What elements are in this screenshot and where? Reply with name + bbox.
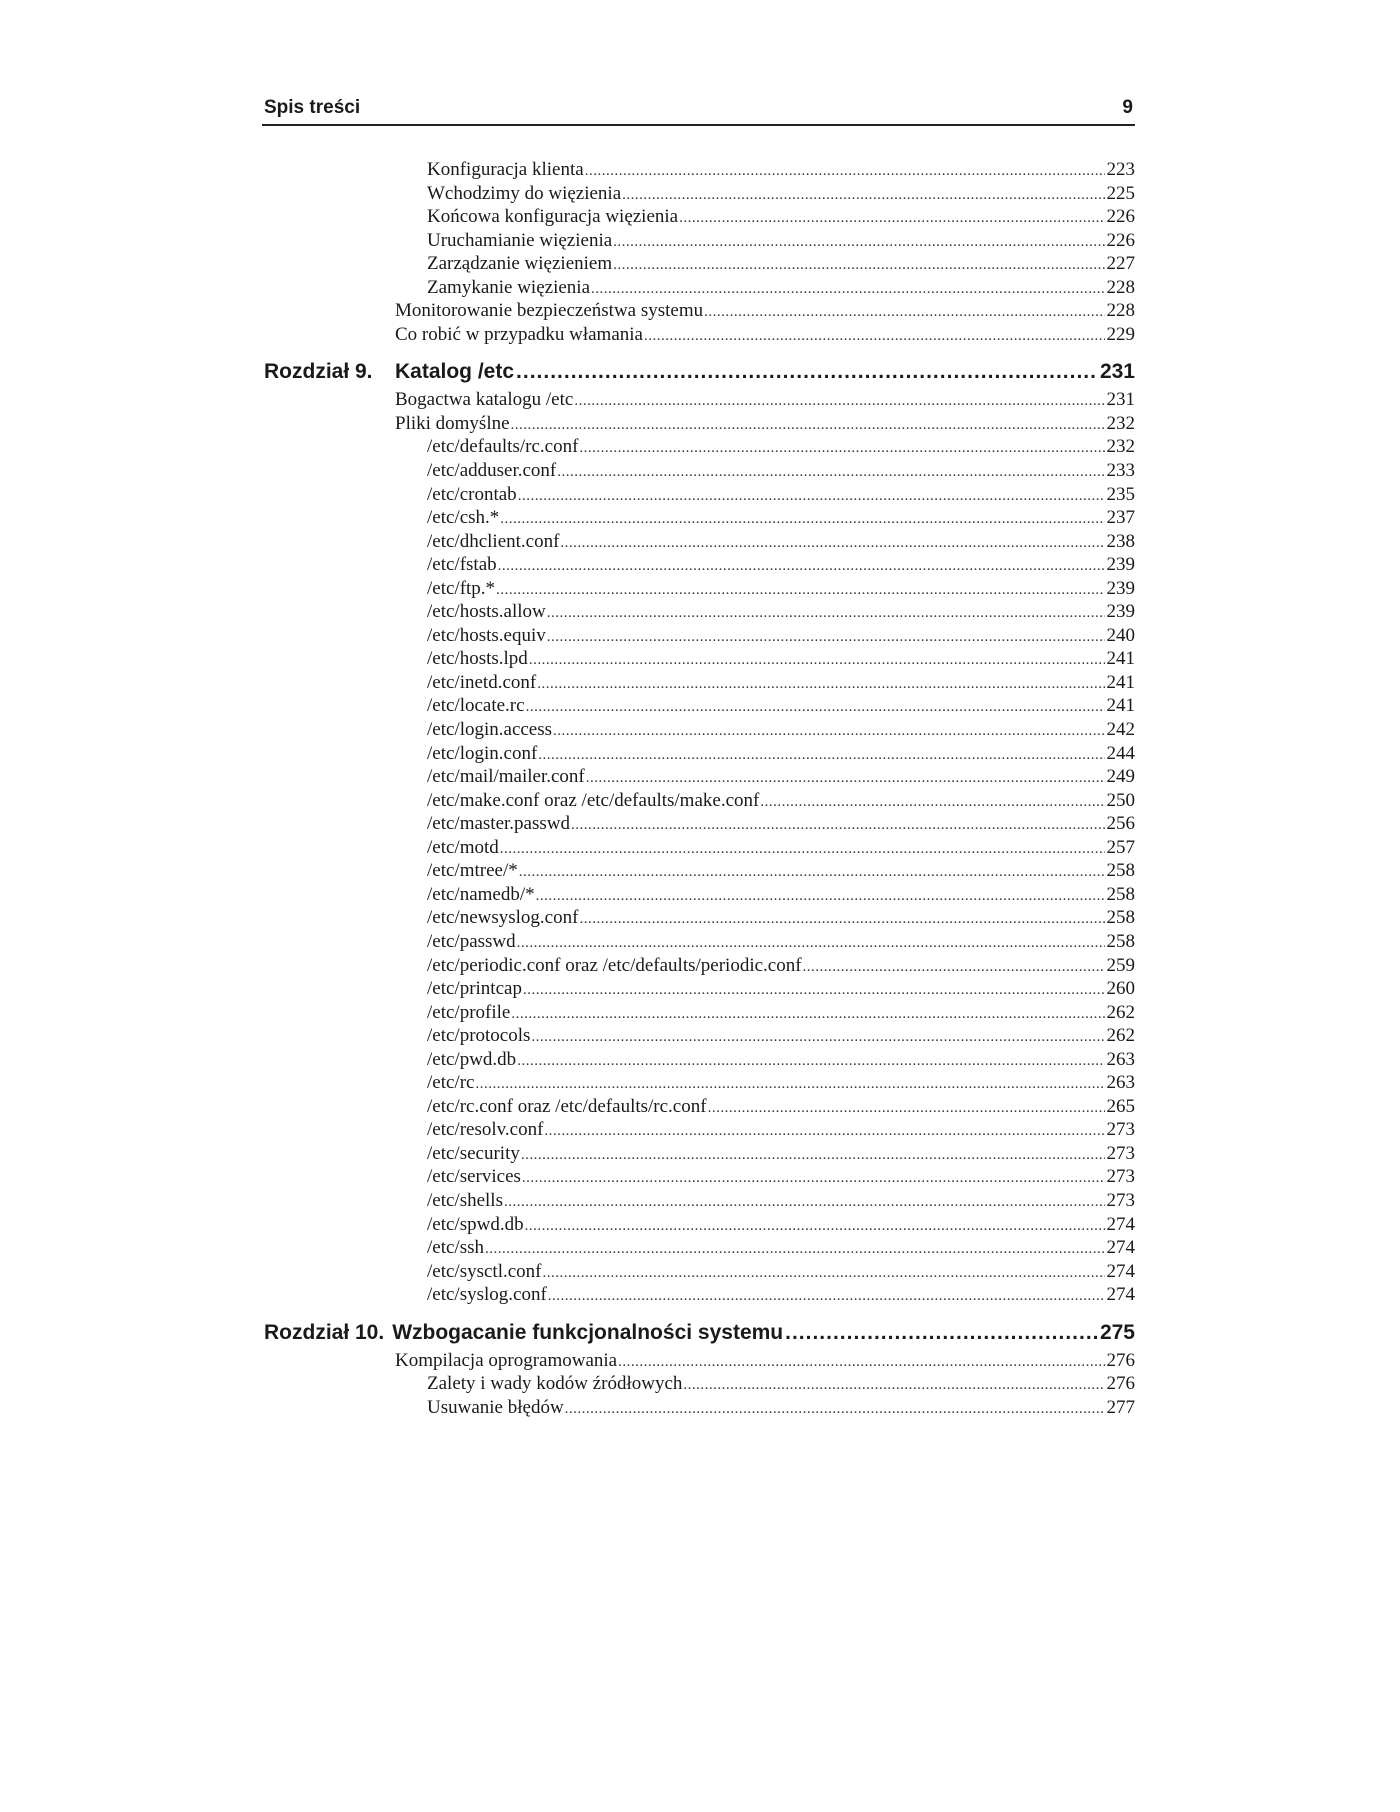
toc-subsection-entry bbox=[262, 158, 1135, 182]
dot-leader bbox=[644, 325, 1105, 347]
toc-entry-title: /etc/hosts.lpd bbox=[427, 648, 528, 670]
toc-entry-page-number: 263 bbox=[1106, 1072, 1135, 1094]
toc-entry-title: /etc/inetd.conf bbox=[427, 671, 537, 693]
toc-entry-title: Bogactwa katalogu /etc bbox=[395, 389, 574, 411]
toc-subsection-entry bbox=[262, 1024, 1135, 1048]
toc-entry-page-number: 259 bbox=[1106, 954, 1135, 976]
toc-entry-title: /etc/hosts.equiv bbox=[427, 624, 546, 646]
toc-subsection-entry bbox=[262, 506, 1135, 530]
dot-leader bbox=[622, 184, 1104, 206]
toc-entry-title: /etc/mail/mailer.conf bbox=[427, 766, 585, 788]
toc-subsection-entry bbox=[262, 205, 1135, 229]
toc-entry-title: Zamykanie więzienia bbox=[427, 276, 591, 298]
chapter-label: Rozdział 9. bbox=[264, 360, 373, 384]
toc-entry-page-number: 250 bbox=[1106, 789, 1135, 811]
toc-entry-title: /etc/login.access bbox=[427, 719, 553, 741]
dot-leader bbox=[803, 956, 1105, 978]
dot-leader bbox=[560, 532, 1104, 554]
chapter-title: Wzbogacanie funkcjonalności systemu bbox=[392, 1320, 784, 1344]
dot-leader bbox=[531, 1026, 1104, 1048]
toc-entry-page-number: 262 bbox=[1106, 1025, 1135, 1047]
toc-subsection-entry bbox=[262, 483, 1135, 507]
toc-section-entry bbox=[262, 412, 1135, 436]
toc-entry-page-number: 258 bbox=[1106, 883, 1135, 905]
toc-subsection-entry bbox=[262, 182, 1135, 206]
toc-chapter-heading bbox=[262, 357, 1135, 387]
toc-entry-page-number: 228 bbox=[1106, 276, 1135, 298]
chapter-page-number: 275 bbox=[1099, 1320, 1135, 1344]
toc-entry-page-number: 276 bbox=[1106, 1373, 1135, 1395]
running-header bbox=[262, 94, 1135, 126]
toc-subsection-entry bbox=[262, 600, 1135, 624]
dot-leader bbox=[517, 1050, 1104, 1072]
toc-subsection-entry bbox=[262, 1118, 1135, 1142]
dot-leader bbox=[760, 791, 1104, 813]
toc-subsection-entry bbox=[262, 1189, 1135, 1213]
toc-entry-title: Kompilacja oprogramowania bbox=[395, 1349, 618, 1371]
toc-entry-title: /etc/namedb/* bbox=[427, 883, 535, 905]
toc-subsection-entry bbox=[262, 954, 1135, 978]
toc-entry-title: /etc/shells bbox=[427, 1189, 503, 1211]
toc-entry-page-number: 226 bbox=[1106, 229, 1135, 251]
running-header-title: Spis treści bbox=[264, 97, 361, 118]
toc-subsection-entry bbox=[262, 883, 1135, 907]
toc-entry-title: /etc/printcap bbox=[427, 978, 522, 1000]
toc-entry-title: /etc/mtree/* bbox=[427, 860, 518, 882]
toc-entry-page-number: 232 bbox=[1106, 436, 1135, 458]
dot-leader bbox=[485, 1238, 1105, 1260]
toc-entry-page-number: 249 bbox=[1106, 766, 1135, 788]
toc-entry-title: Co robić w przypadku włamania bbox=[395, 323, 643, 345]
toc-subsection-entry bbox=[262, 1396, 1135, 1420]
toc-entry-title: /etc/locate.rc bbox=[427, 695, 525, 717]
toc-entry-title: /etc/syslog.conf bbox=[427, 1284, 547, 1306]
dot-leader bbox=[517, 932, 1105, 954]
toc-subsection-entry bbox=[262, 812, 1135, 836]
dot-leader bbox=[591, 278, 1104, 300]
chapter-label: Rozdział 10. bbox=[264, 1320, 385, 1344]
toc-entry-page-number: 237 bbox=[1106, 507, 1135, 529]
toc-entry-page-number: 258 bbox=[1106, 860, 1135, 882]
dot-leader bbox=[543, 1262, 1105, 1284]
dot-leader bbox=[511, 1003, 1104, 1025]
toc-entry-page-number: 244 bbox=[1106, 742, 1135, 764]
toc-entry-title: /etc/ssh bbox=[427, 1237, 484, 1259]
toc-entry-page-number: 273 bbox=[1106, 1189, 1135, 1211]
toc-entry-title: /etc/hosts.allow bbox=[427, 601, 546, 623]
toc-subsection-entry bbox=[262, 459, 1135, 483]
toc-entry-title: /etc/motd bbox=[427, 836, 499, 858]
toc-entry-title: /etc/csh.* bbox=[427, 507, 500, 529]
toc-subsection-entry bbox=[262, 906, 1135, 930]
toc-subsection-entry bbox=[262, 229, 1135, 253]
toc-subsection-entry bbox=[262, 577, 1135, 601]
dot-leader bbox=[522, 1167, 1105, 1189]
toc-entry-title: Wchodzimy do więzienia bbox=[427, 182, 622, 204]
dot-leader bbox=[585, 160, 1105, 182]
toc-subsection-entry bbox=[262, 1213, 1135, 1237]
toc-subsection-entry bbox=[262, 1142, 1135, 1166]
dot-leader bbox=[683, 1374, 1104, 1396]
toc-entry-page-number: 260 bbox=[1106, 978, 1135, 1000]
toc-entry-title: Zalety i wady kodów źródłowych bbox=[427, 1373, 683, 1395]
dot-leader bbox=[500, 508, 1104, 530]
toc-subsection-entry bbox=[262, 765, 1135, 789]
toc-entry-page-number: 225 bbox=[1106, 182, 1135, 204]
toc-entry-page-number: 231 bbox=[1106, 389, 1135, 411]
toc-entry-page-number: 229 bbox=[1106, 323, 1135, 345]
dot-leader bbox=[785, 1318, 1098, 1348]
toc-subsection-entry bbox=[262, 276, 1135, 300]
toc-entry-page-number: 241 bbox=[1106, 671, 1135, 693]
dot-leader bbox=[518, 485, 1105, 507]
dot-leader bbox=[571, 814, 1105, 836]
toc-entry-title: /etc/passwd bbox=[427, 930, 516, 952]
dot-leader bbox=[498, 555, 1105, 577]
dot-leader bbox=[557, 461, 1104, 483]
toc-entry-page-number: 257 bbox=[1106, 836, 1135, 858]
toc-entry-page-number: 274 bbox=[1106, 1284, 1135, 1306]
toc-entry-page-number: 235 bbox=[1106, 483, 1135, 505]
toc-entry-title: /etc/periodic.conf oraz /etc/defaults/periodic.conf bbox=[427, 954, 802, 976]
toc-section-entry bbox=[262, 1349, 1135, 1373]
toc-entry-title: /etc/rc bbox=[427, 1072, 475, 1094]
toc-subsection-entry bbox=[262, 1001, 1135, 1025]
toc-entry-page-number: 274 bbox=[1106, 1213, 1135, 1235]
toc-entry-title: Uruchamianie więzienia bbox=[427, 229, 613, 251]
dot-leader bbox=[536, 885, 1105, 907]
dot-leader bbox=[553, 720, 1104, 742]
toc-entry-title: /etc/ftp.* bbox=[427, 577, 496, 599]
dot-leader bbox=[537, 673, 1104, 695]
toc-entry-page-number: 265 bbox=[1106, 1095, 1135, 1117]
dot-leader bbox=[544, 1120, 1104, 1142]
toc-subsection-entry bbox=[262, 1048, 1135, 1072]
toc-subsection-entry bbox=[262, 694, 1135, 718]
dot-leader bbox=[526, 696, 1105, 718]
toc-entry-title: /etc/master.passwd bbox=[427, 813, 570, 835]
toc-entry-title: /etc/login.conf bbox=[427, 742, 538, 764]
dot-leader bbox=[475, 1073, 1104, 1095]
toc-entry-title: /etc/profile bbox=[427, 1001, 511, 1023]
toc-entry-page-number: 258 bbox=[1106, 930, 1135, 952]
toc-subsection-entry bbox=[262, 1095, 1135, 1119]
toc-entry-page-number: 239 bbox=[1106, 554, 1135, 576]
dot-leader bbox=[496, 579, 1104, 601]
toc-subsection-entry bbox=[262, 789, 1135, 813]
toc-entry-page-number: 273 bbox=[1106, 1166, 1135, 1188]
toc-subsection-entry bbox=[262, 718, 1135, 742]
toc-entry-page-number: 233 bbox=[1106, 460, 1135, 482]
dot-leader bbox=[547, 626, 1105, 648]
toc-entry-page-number: 273 bbox=[1106, 1142, 1135, 1164]
dot-leader bbox=[538, 744, 1104, 766]
toc-entry-title: /etc/pwd.db bbox=[427, 1048, 517, 1070]
toc-subsection-entry bbox=[262, 1165, 1135, 1189]
toc-subsection-entry bbox=[262, 859, 1135, 883]
toc-entry-page-number: 228 bbox=[1106, 300, 1135, 322]
dot-leader bbox=[679, 207, 1104, 229]
toc-entry-title: Końcowa konfiguracja więzienia bbox=[427, 206, 679, 228]
toc-subsection-entry bbox=[262, 647, 1135, 671]
dot-leader bbox=[548, 1285, 1105, 1307]
toc-entry-page-number: 241 bbox=[1106, 648, 1135, 670]
toc-subsection-entry bbox=[262, 553, 1135, 577]
dot-leader bbox=[519, 861, 1105, 883]
toc-entry-page-number: 227 bbox=[1106, 253, 1135, 275]
toc-entry-title: Pliki domyślne bbox=[395, 412, 510, 434]
toc-entry-title: /etc/rc.conf oraz /etc/defaults/rc.conf bbox=[427, 1095, 707, 1117]
toc-entry-page-number: 239 bbox=[1106, 577, 1135, 599]
toc-subsection-entry bbox=[262, 624, 1135, 648]
toc-entry-title: /etc/fstab bbox=[427, 554, 497, 576]
dot-leader bbox=[586, 767, 1105, 789]
dot-leader bbox=[529, 649, 1105, 671]
dot-leader bbox=[708, 1097, 1105, 1119]
dot-leader bbox=[613, 254, 1104, 276]
chapter-title: Katalog /etc bbox=[395, 360, 515, 384]
dot-leader bbox=[521, 1144, 1105, 1166]
toc-subsection-entry bbox=[262, 530, 1135, 554]
toc-subsection-entry bbox=[262, 1236, 1135, 1260]
toc-entry-title: /etc/adduser.conf bbox=[427, 460, 557, 482]
toc-section-entry bbox=[262, 299, 1135, 323]
toc-subsection-entry bbox=[262, 930, 1135, 954]
toc-entry-page-number: 262 bbox=[1106, 1001, 1135, 1023]
toc-entry-page-number: 232 bbox=[1106, 412, 1135, 434]
toc-entry-title: /etc/protocols bbox=[427, 1025, 531, 1047]
toc-entry-page-number: 240 bbox=[1106, 624, 1135, 646]
chapter-page-number: 231 bbox=[1099, 360, 1135, 384]
toc-entry-title: Zarządzanie więzieniem bbox=[427, 253, 613, 275]
toc-section-entry bbox=[262, 388, 1135, 412]
toc-entry-page-number: 242 bbox=[1106, 719, 1135, 741]
toc-entry-title: /etc/security bbox=[427, 1142, 520, 1164]
toc-entry-page-number: 273 bbox=[1106, 1119, 1135, 1141]
toc-entry-title: /etc/services bbox=[427, 1166, 521, 1188]
dot-leader bbox=[565, 1398, 1105, 1420]
toc-entry-page-number: 238 bbox=[1106, 530, 1135, 552]
toc-subsection-entry bbox=[262, 742, 1135, 766]
toc-entry-title: /etc/crontab bbox=[427, 483, 517, 505]
toc-subsection-entry bbox=[262, 1260, 1135, 1284]
toc-entry-page-number: 277 bbox=[1106, 1396, 1135, 1418]
dot-leader bbox=[704, 301, 1104, 323]
toc-entry-page-number: 239 bbox=[1106, 601, 1135, 623]
toc-entry-title: Konfiguracja klienta bbox=[427, 159, 584, 180]
dot-leader bbox=[511, 414, 1105, 436]
dot-leader bbox=[500, 838, 1105, 860]
toc-entry-page-number: 274 bbox=[1106, 1260, 1135, 1282]
toc-entry-title: /etc/newsyslog.conf bbox=[427, 907, 579, 929]
toc-entry-title: /etc/sysctl.conf bbox=[427, 1260, 542, 1282]
dot-leader bbox=[523, 979, 1105, 1001]
dot-leader bbox=[547, 602, 1105, 624]
toc-subsection-entry bbox=[262, 1071, 1135, 1095]
toc-entry-title: /etc/resolv.conf bbox=[427, 1119, 544, 1141]
toc-entry-page-number: 276 bbox=[1106, 1349, 1135, 1371]
dot-leader bbox=[525, 1215, 1105, 1237]
toc-entry-title: /etc/defaults/rc.conf bbox=[427, 436, 579, 458]
toc-entry-title: Monitorowanie bezpieczeństwa systemu bbox=[395, 300, 704, 322]
toc-subsection-entry bbox=[262, 671, 1135, 695]
table-of-contents bbox=[262, 158, 1135, 1419]
toc-chapter bbox=[262, 1318, 1135, 1420]
toc-subsection-entry bbox=[262, 1283, 1135, 1307]
toc-entry-title: /etc/spwd.db bbox=[427, 1213, 524, 1235]
toc-subsection-entry bbox=[262, 435, 1135, 459]
toc-entry-page-number: 263 bbox=[1106, 1048, 1135, 1070]
toc-entry-page-number: 241 bbox=[1106, 695, 1135, 717]
toc-entry-title: /etc/make.conf oraz /etc/defaults/make.conf bbox=[427, 789, 760, 811]
toc-subsection-entry bbox=[262, 977, 1135, 1001]
dot-leader bbox=[579, 908, 1104, 930]
running-header-page-number: 9 bbox=[1122, 97, 1133, 118]
toc-subsection-entry bbox=[262, 1372, 1135, 1396]
toc-entry-page-number: 223 bbox=[1106, 159, 1135, 180]
toc-entry-title: /etc/dhclient.conf bbox=[427, 530, 560, 552]
dot-leader bbox=[574, 390, 1104, 412]
toc-entry-title: Usuwanie błędów bbox=[427, 1396, 564, 1418]
toc-entry-page-number: 274 bbox=[1106, 1237, 1135, 1259]
dot-leader bbox=[516, 357, 1098, 387]
toc-entry-page-number: 256 bbox=[1106, 813, 1135, 835]
toc-section-entry bbox=[262, 323, 1135, 347]
toc-entry-page-number: 258 bbox=[1106, 907, 1135, 929]
toc-chapter-heading bbox=[262, 1318, 1135, 1348]
toc-entry-page-number: 226 bbox=[1106, 206, 1135, 228]
toc-subsection-entry bbox=[262, 836, 1135, 860]
dot-leader bbox=[579, 437, 1104, 459]
dot-leader bbox=[504, 1191, 1105, 1213]
dot-leader bbox=[618, 1351, 1104, 1373]
toc-chapter bbox=[262, 357, 1135, 1306]
toc-subsection-entry bbox=[262, 252, 1135, 276]
dot-leader bbox=[613, 231, 1104, 253]
